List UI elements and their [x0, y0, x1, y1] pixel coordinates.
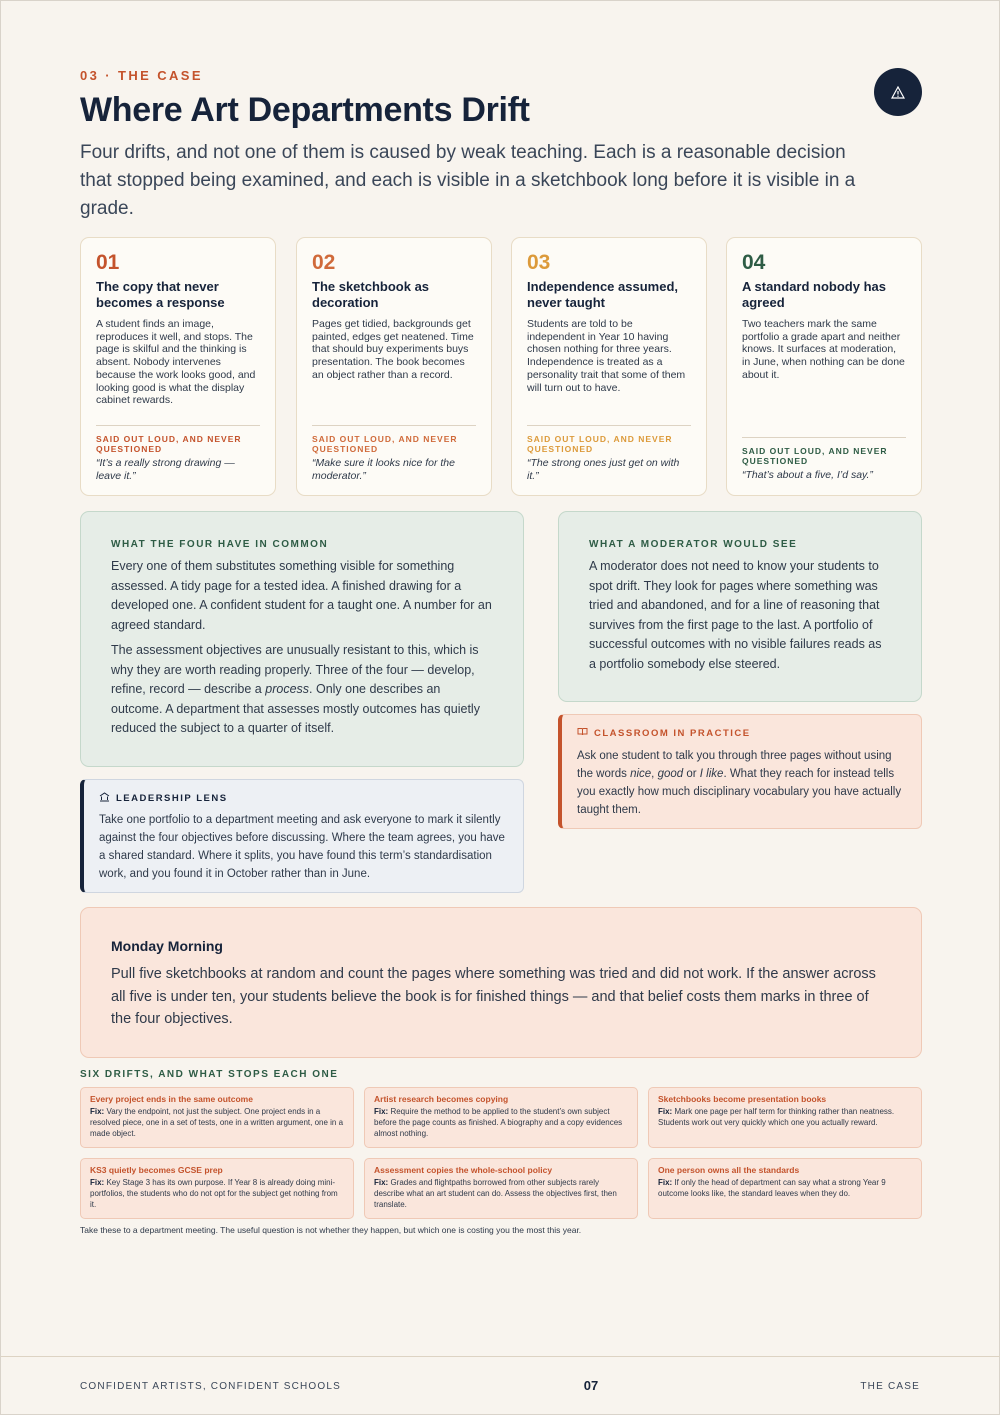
mini-drift-title: Sketchbooks become presentation books: [658, 1094, 827, 1104]
drift-quote: “That’s about a five, I’d say.”: [742, 469, 873, 481]
mini-drift-title: Every project ends in the same outcome: [90, 1094, 253, 1104]
six-drifts-note: Take these to a department meeting. The useful question is not whether they happen, but which one is costing you the most this year.: [80, 1225, 582, 1235]
drift-body: Students are told to be independent in Year 10 having chosen nothing for three years. Independence is treated as a personality trait that some of them will turn out to have.: [527, 318, 686, 394]
institution-icon: [99, 792, 110, 805]
drift-quote: “The strong ones just get on with it.”: [527, 457, 680, 482]
moderator-body: A moderator does not need to know your students to spot drift. They look for pages where something was tried and abandoned, and for a line of reasoning that survives from the first page to the last. A portfolio of successful outcomes with no visible failures reads as a portfolio somebody else steered.: [589, 559, 882, 671]
page-number: 07: [583, 1378, 599, 1393]
divider: [527, 425, 691, 426]
said-label: SAID OUT LOUD, AND NEVER QUESTIONED: [742, 446, 888, 466]
mini-drift-fix: Fix: If only the head of department can say what a strong Year 9 outcome looks like, the standard leaves when they do.: [658, 1178, 886, 1199]
mini-drift-title: Assessment copies the whole-school policy: [374, 1165, 553, 1175]
practice-label-row: CLASSROOM IN PRACTICE: [577, 727, 907, 739]
drift-title: Independence assumed, never taught: [527, 279, 678, 310]
monday-body: Pull five sketchbooks at random and count the pages where something was tried and did not work. If the answer across all five is under ten, your students believe the book is for finished things — and that belief costs them marks in three of the four objectives.: [111, 966, 876, 1027]
drift-number: 04: [742, 251, 766, 274]
drift-body: A student finds an image, reproduces it well, and stops. The page is skilful and the thinking is absent. Nobody intervenes because the work looks good, and looking good is what the display cabinet rewards.: [96, 318, 256, 407]
warning-icon: [874, 68, 922, 116]
drift-body: Pages get tidied, backgrounds get painted, edges get neatened. Time that should buy experiments buys presentation. The book becomes an object rather than a record.: [312, 318, 474, 381]
footer-publication: CONFIDENT ARTISTS, CONFIDENT SCHOOLS: [80, 1381, 342, 1392]
mini-drift-fix: Fix: Mark one page per half term for thinking rather than neatness. Students work out very quickly which one you actually reward.: [658, 1107, 895, 1128]
drift-title: A standard nobody has agreed: [742, 279, 886, 310]
mini-drift-card: [364, 1158, 638, 1219]
drift-quote: “It’s a really strong drawing — leave it.”: [96, 457, 235, 482]
lede-paragraph: Four drifts, and not one of them is caused by weak teaching. Each is a reasonable decision that stopped being examined, and each is visible in a sketchbook long before it is visible in a grade.: [80, 142, 856, 219]
mini-drift-card: [648, 1158, 922, 1219]
moderator-label: WHAT A MODERATOR WOULD SEE: [589, 539, 798, 550]
divider: [312, 425, 476, 426]
drift-card-4: [726, 237, 922, 496]
lens-body: Take one portfolio to a department meeting and ask everyone to mark it silently against the four objectives before discussing. Where the team agrees, you have a shared standard. Where it splits, you have found this term’s standardisation work, and you found it in October rather than in June.: [99, 814, 505, 880]
common-paragraph-2: The assessment objectives are unusually resistant to this, which is why they are worth reading properly. Three of the four — develop, refine, record — describe a process. Only one describes an outcome. A department that assesses mostly outcomes has quietly reduced the subject to a quarter of itself.: [111, 643, 480, 735]
mini-drift-title: KS3 quietly becomes GCSE prep: [90, 1165, 223, 1175]
common-label: WHAT THE FOUR HAVE IN COMMON: [111, 539, 329, 550]
drift-quote: “Make sure it looks nice for the moderator.”: [312, 457, 455, 482]
mini-drift-card: [80, 1087, 354, 1148]
book-icon: [577, 727, 588, 739]
lens-label-row: LEADERSHIP LENS: [99, 792, 509, 805]
mini-drift-fix: Fix: Vary the endpoint, not just the subject. One project ends in a resolved piece, one in a set of tests, one in a written argument, one in a made object.: [90, 1107, 344, 1139]
drift-body: Two teachers mark the same portfolio a grade apart and neither knows. It surfaces at moderation, in June, when nothing can be done about it.: [742, 318, 905, 381]
page-title: Where Art Departments Drift: [80, 91, 530, 129]
drift-number: 02: [312, 251, 336, 274]
drift-card-1: [80, 237, 276, 496]
drift-number: 03: [527, 251, 551, 274]
drift-title: The sketchbook as decoration: [312, 279, 430, 310]
drift-card-2: [296, 237, 492, 496]
monday-title: Monday Morning: [111, 938, 223, 954]
common-panel: [80, 511, 524, 767]
said-label: SAID OUT LOUD, AND NEVER QUESTIONED: [96, 434, 242, 454]
classroom-practice-callout: [558, 714, 922, 829]
six-drifts-label: SIX DRIFTS, AND WHAT STOPS EACH ONE: [80, 1069, 339, 1080]
leadership-lens-callout: [80, 779, 524, 893]
common-paragraph-1: Every one of them substitutes something visible for something assessed. A tidy page for a tested idea. A finished drawing for a developed one. A confident student for a taught one. A number for an agreed standard.: [111, 559, 492, 632]
mini-drift-title: Artist research becomes copying: [374, 1094, 509, 1104]
drift-number: 01: [96, 251, 120, 274]
divider: [96, 425, 260, 426]
footer-section: THE CASE: [860, 1381, 920, 1392]
footer-divider: [1, 1356, 1000, 1357]
mini-drift-card: [80, 1158, 354, 1219]
drift-title: The copy that never becomes a response: [96, 279, 225, 310]
section-eyebrow: 03 · THE CASE: [80, 68, 203, 83]
mini-drift-fix: Fix: Require the method to be applied to the student’s own subject before the page counts as finished. A biography and a copy evidences almost nothing.: [374, 1107, 623, 1139]
monday-morning-panel: [80, 907, 922, 1058]
practice-body: Ask one student to talk you through three pages without using the words nice, good or I like. What they reach for instead tells you exactly how much disciplinary vocabulary you have actually taught them.: [577, 750, 902, 816]
drift-card-3: [511, 237, 707, 496]
mini-drift-fix: Fix: Key Stage 3 has its own purpose. If Year 8 is already doing mini-portfolios, the students who do not opt for the subject get nothing from it.: [90, 1178, 338, 1210]
moderator-panel: [558, 511, 922, 702]
mini-drift-card: [648, 1087, 922, 1148]
divider: [742, 437, 906, 438]
said-label: SAID OUT LOUD, AND NEVER QUESTIONED: [527, 434, 673, 454]
said-label: SAID OUT LOUD, AND NEVER QUESTIONED: [312, 434, 458, 454]
mini-drift-fix: Fix: Grades and flightpaths borrowed from other subjects rarely describe what an art student can do. Assess the objectives first, then translate.: [374, 1178, 617, 1210]
mini-drift-card: [364, 1087, 638, 1148]
mini-drift-title: One person owns all the standards: [658, 1165, 800, 1175]
